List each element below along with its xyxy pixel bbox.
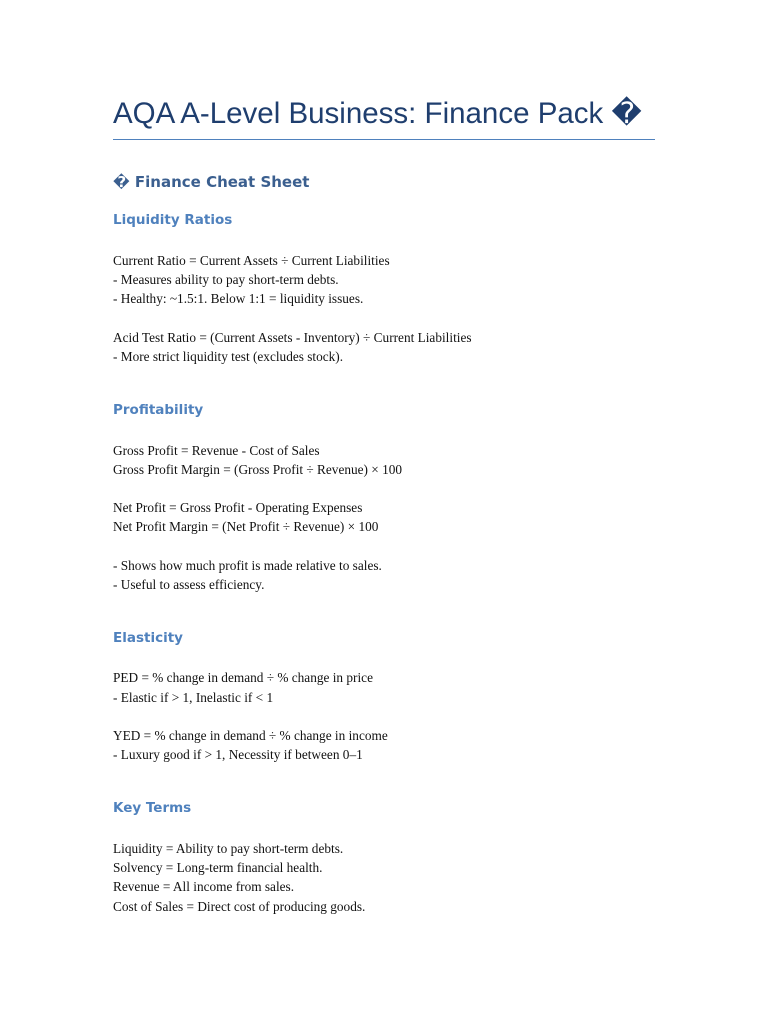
profitability-line: Gross Profit Margin = (Gross Profit ÷ Revenue) × 100 (113, 462, 403, 477)
key-term-line: Revenue = All income from sales. (113, 879, 295, 894)
elasticity-line: - Elastic if > 1, Inelastic if < 1 (113, 690, 274, 705)
section-heading-key-terms: Key Terms (113, 800, 192, 816)
liquidity-line: - Measures ability to pay short-term debts. (113, 272, 339, 287)
liquidity-line: Current Ratio = Current Assets ÷ Current Liabilities (113, 253, 390, 268)
section-heading-elasticity: Elasticity (113, 630, 183, 646)
title-underline-divider (113, 139, 655, 140)
key-term-line: Cost of Sales = Direct cost of producing goods. (113, 899, 366, 914)
key-term-line: Solvency = Long-term financial health. (113, 860, 323, 875)
liquidity-line: - More strict liquidity test (excludes stock). (113, 349, 344, 364)
liquidity-line: - Healthy: ~1.5:1. Below 1:1 = liquidity issues. (113, 291, 364, 306)
document-title: AQA A-Level Business: Finance Pack � (113, 97, 642, 130)
liquidity-line: Acid Test Ratio = (Current Assets - Inventory) ÷ Current Liabilities (113, 330, 472, 345)
section-heading-liquidity: Liquidity Ratios (113, 212, 233, 228)
profitability-line: - Shows how much profit is made relative to sales. (113, 558, 382, 573)
section-heading-profitability: Profitability (113, 402, 204, 418)
profitability-line: Net Profit = Gross Profit - Operating Expenses (113, 500, 363, 515)
profitability-line: - Useful to assess efficiency. (113, 577, 265, 592)
profitability-line: Net Profit Margin = (Net Profit ÷ Revenue) × 100 (113, 519, 379, 534)
profitability-line: Gross Profit = Revenue - Cost of Sales (113, 443, 320, 458)
cheat-sheet-heading: � Finance Cheat Sheet (113, 173, 310, 191)
elasticity-line: YED = % change in demand ÷ % change in income (113, 728, 388, 743)
elasticity-line: - Luxury good if > 1, Necessity if between 0–1 (113, 747, 363, 762)
key-term-line: Liquidity = Ability to pay short-term debts. (113, 841, 344, 856)
elasticity-line: PED = % change in demand ÷ % change in price (113, 670, 373, 685)
